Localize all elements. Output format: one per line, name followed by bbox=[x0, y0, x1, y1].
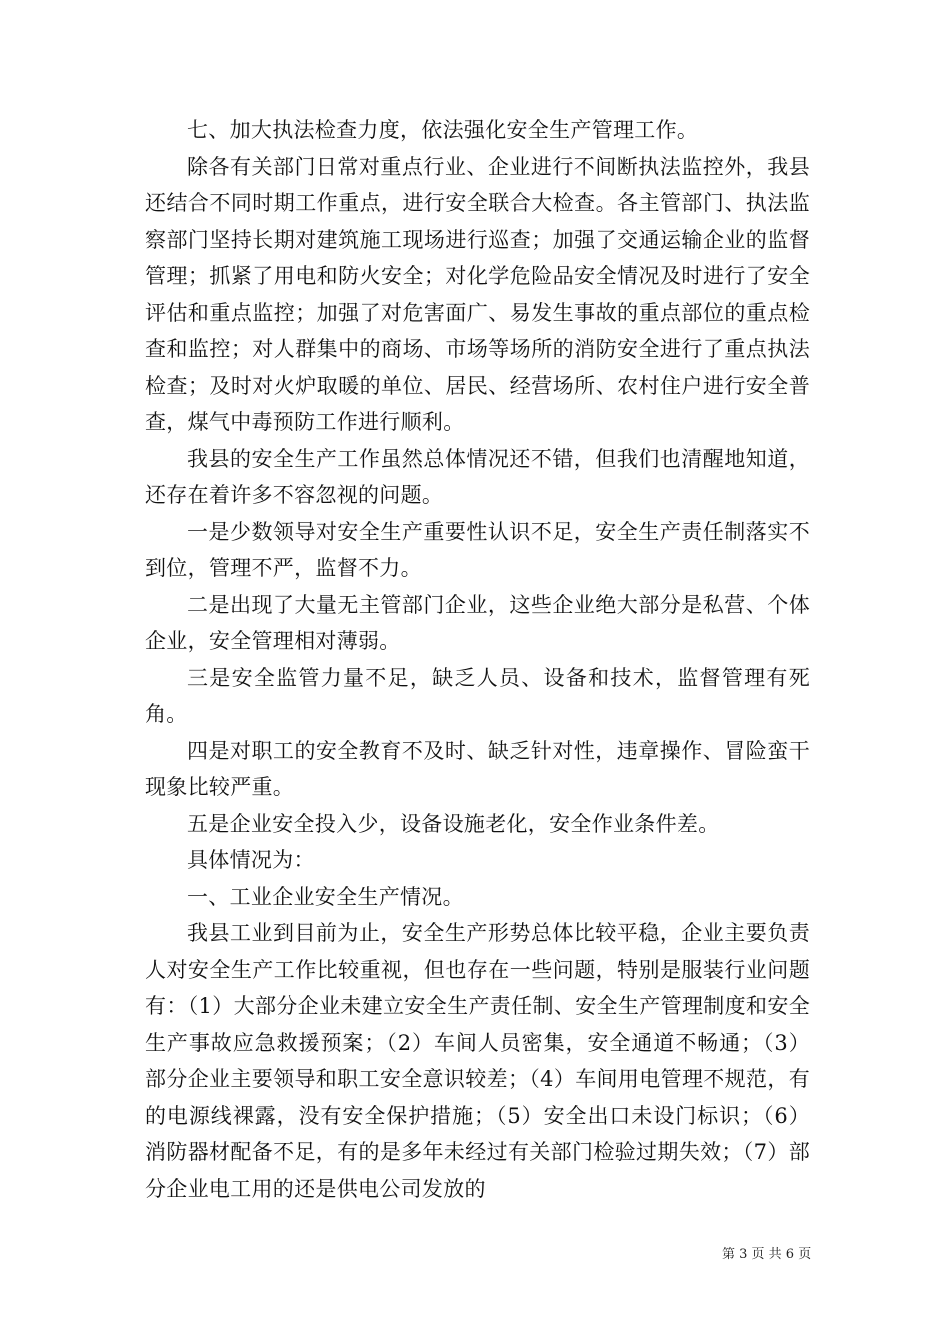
paragraph-problems-intro: 我县的安全生产工作虽然总体情况还不错，但我们也清醒地知道，还存在着许多不容忽视的问题。 bbox=[145, 446, 810, 507]
paragraph-problem-four: 四是对职工的安全教育不及时、缺乏针对性，违章操作、冒险蛮干现象比较严重。 bbox=[145, 738, 810, 799]
paragraph-industry-situation: 我县工业到目前为止，安全生产形势总体比较平稳，企业主要负责人对安全生产工作比较重视，但也存在一些问题，特别是服装行业问题有：（1）大部分企业未建立安全生产责任制、安全生产管理制度和安全生产事故应急救援预案；（2）车间人员密集，安全通道不畅通；（3）部分企业主要领导和职工安全意识较差；（4）车间用电管理不规范，有的电源线裸露，没有安全保护措施；（5）安全出口未设门标识；（6）消防器材配备不足，有的是多年未经过有关部门检验过期失效；（7）部分企业电工用的还是供电公司发放的 bbox=[145, 921, 810, 1201]
paragraph-problem-three: 三是安全监管力量不足，缺乏人员、设备和技术，监督管理有死角。 bbox=[145, 665, 810, 726]
paragraph-section-one-heading: 一、工业企业安全生产情况。 bbox=[187, 884, 464, 909]
page-number-footer: 第 3 页 共 6 页 bbox=[722, 1247, 812, 1262]
paragraph-problem-two: 二是出现了大量无主管部门企业，这些企业绝大部分是私营、个体企业，安全管理相对薄弱。 bbox=[145, 592, 810, 653]
document-body bbox=[145, 112, 810, 1207]
paragraph-problem-one: 一是少数领导对安全生产重要性认识不足，安全生产责任制落实不到位，管理不严，监督不力。 bbox=[145, 519, 810, 580]
paragraph-details-label: 具体情况为： bbox=[187, 848, 315, 872]
paragraph-section-seven-heading: 七、加大执法检查力度，依法强化安全生产管理工作。 bbox=[187, 118, 699, 142]
paragraph-inspection-details: 除各有关部门日常对重点行业、企业进行不间断执法监控外，我县还结合不同时期工作重点，进行安全联合大检查。各主管部门、执法监察部门坚持长期对建筑施工现场进行巡查；加强了交通运输企业的监督管理；抓紧了用电和防火安全；对化学危险品安全情况及时进行了安全评估和重点监控；加强了对危害面广、易发生事故的重点部位的重点检查和监控；对人群集中的商场、市场等场所的消防安全进行了重点执法检查；及时对火炉取暖的单位、居民、经营场所、农村住户进行安全普查，煤气中毒预防工作进行顺利。 bbox=[145, 154, 810, 434]
paragraph-problem-five: 五是企业安全投入少，设备设施老化，安全作业条件差。 bbox=[187, 811, 720, 836]
